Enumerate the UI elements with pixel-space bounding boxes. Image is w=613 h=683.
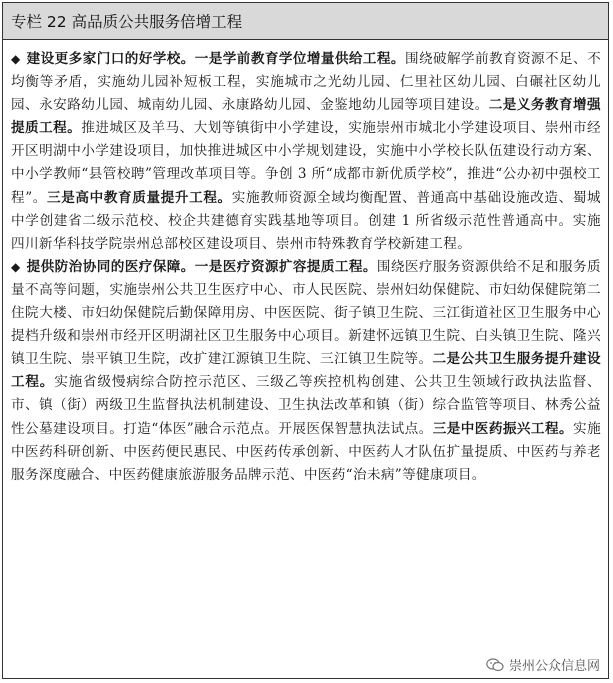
section-run: 围绕医疗服务资源供给不足和服务质量不高等问题，实施崇州公共卫生医疗中心、市人民医院、崇州妇幼保健院、市妇幼保健院第二住院大楼、市妇幼保健院后勤保障用房、中医医院、街子镇卫生院、三江街道社区卫生服务中心提档升级和崇州市经开区明湖社区卫生服务中心项目。新建怀远镇卫生院、白头镇卫生院、隆兴镇卫生院、崇平镇卫生院，改扩建江源镇卫生院、三江镇卫生院等。 [11, 258, 601, 368]
section-run: 实施中医药科研创新、中医药便民惠民、中医药传承创新、中医药人才队伍扩量提质、中医药与养老服务深度融合、中医药健康旅游服务品牌示范、中医药“治未病”等健康项目。 [11, 420, 602, 483]
watermark [483, 654, 603, 675]
section-run: 二是义务教育增强提质工程。 [11, 97, 601, 137]
section-healthcare [11, 256, 601, 487]
section-education [11, 48, 601, 256]
section-run: 一是医疗资源扩容提质工程。 [194, 258, 377, 275]
section-run: 围绕破解学前教育资源不足、不均衡等矛盾，实施幼儿园补短板工程，实施城市之光幼儿园、仁里社区幼儿园、白碾社区幼儿园、永安路幼儿园、城南幼儿园、永康路幼儿园、金鉴地幼儿园等项目建设。 [11, 51, 602, 114]
feature-box [2, 2, 609, 679]
section-heading: 提供防治协同的医疗保障。 [26, 258, 195, 275]
diamond-bullet-icon: ◆ [11, 259, 21, 274]
section-heading: 建设更多家门口的好学校。 [26, 51, 195, 67]
section-run: 一是学前教育学位增量供给工程。 [194, 51, 405, 67]
section-run: 三是高中教育质量提升工程。 [47, 189, 232, 206]
diamond-bullet-icon: ◆ [11, 52, 21, 66]
watermark-text: 崇州公众信息网 [508, 659, 600, 674]
section-run: 二是公共卫生服务提升建设工程。 [11, 351, 601, 391]
box-title: 专栏 22 高品质公共服务倍增工程 [11, 13, 243, 31]
section-run: 实施教师资源全域均衡配置、普通高中基础设施改造、蜀城中学创建省二级示范校、校企共建德育实践基地等项目。创建 1 所省级示范性普通高中。实施四川新华科技学院崇州总部校区建设项目、崇州市特殊教育学校新建工程。 [11, 189, 601, 252]
wechat-icon [486, 658, 504, 672]
section-run: 三是中医药振兴工程。 [432, 420, 574, 437]
section-run: 实施省级慢病综合防控示范区、三级乙等疾控机构创建、公共卫生领域行政执法监督、市、镇（街）两级卫生监督执法机制建设、卫生执法改革和镇（街）综合监管等项目、林秀公益性公墓建设项目。打造“体医”融合示范点。开展医保智慧执法试点。 [11, 374, 602, 437]
box-content [3, 40, 608, 487]
box-header [3, 3, 608, 40]
section-run: 推进城区及羊马、大划等镇街中小学建设，实施崇州市城北小学建设项目、崇州市经开区明湖中小学建设项目，加快推进城区中小学规划建设，实施中小学校长队伍建设行动方案、中小学教师“县管校聘”管理改革项目等。争创 3 所“成都市新优质学校”，推进“公办初中强校工程”。 [11, 120, 601, 206]
